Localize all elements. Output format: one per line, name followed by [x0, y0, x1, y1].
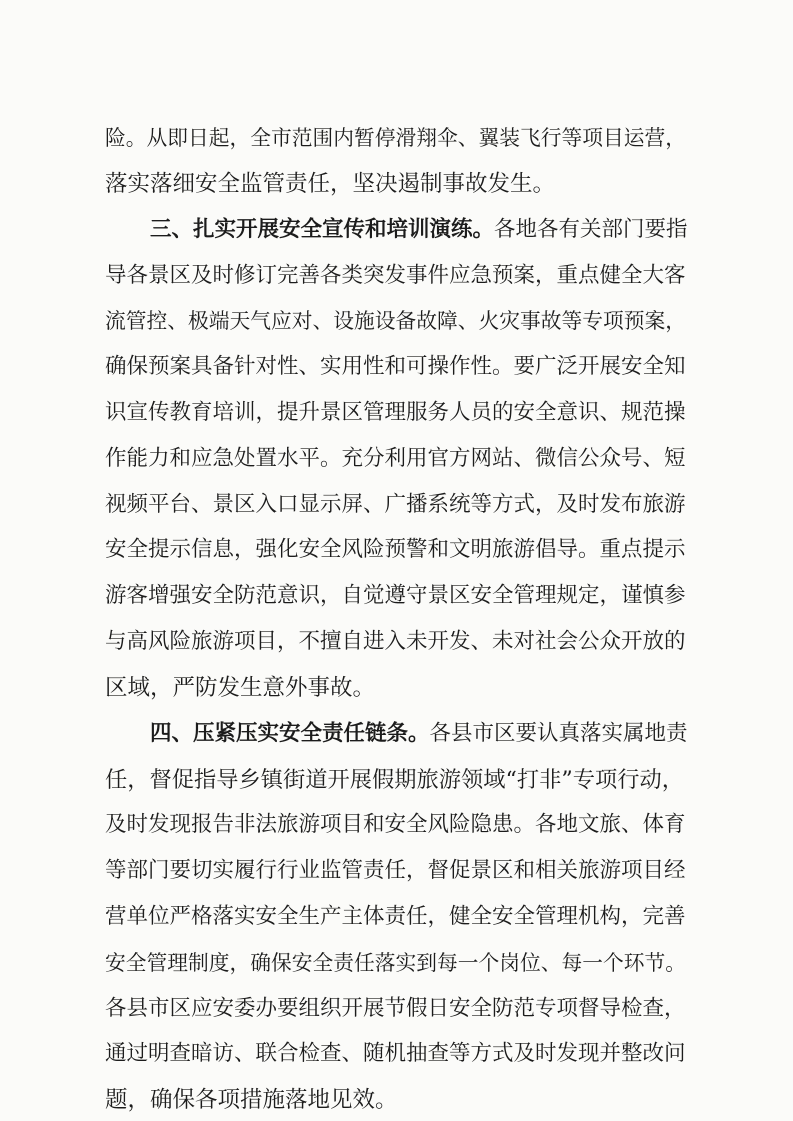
section-heading-3: 三、扎实开展安全宣传和培训演练。 [150, 217, 495, 242]
text-line [105, 439, 690, 479]
line-text: 作能力和应急处置水平。充分利用官方网站、微信公众号、短 [105, 446, 686, 471]
text-line [105, 805, 690, 845]
text-line [105, 989, 690, 1029]
line-text: 与高风险旅游项目，不擅自进入未开发、未对社会公众开放的 [105, 629, 686, 654]
line-text: 流管控、极端天气应对、设施设备故障、火灾事故等专项预案， [105, 309, 687, 333]
text-line [105, 576, 690, 616]
section-heading-line [150, 210, 690, 250]
line-text: 确保预案具备针对性、实用性和可操作性。要广泛开展安全知 [105, 354, 686, 379]
line-text: 等部门要切实履行行业监管责任，督促景区和相关旅游项目经 [105, 858, 686, 883]
text-line [105, 164, 690, 204]
text-line [105, 943, 690, 983]
text-line [105, 256, 690, 296]
text-line [105, 760, 690, 800]
line-text: 各县市区应安委办要组织开展节假日安全防范专项督导检查， [105, 996, 686, 1021]
text-line [105, 1034, 690, 1074]
line-text: 题，确保各项措施落地见效。 [105, 1087, 398, 1113]
line-text: 视频平台、景区入口显示屏、广播系统等方式，及时发布旅游 [105, 492, 686, 517]
line-text: 识宣传教育培训，提升景区管理服务人员的安全意识、规范操 [105, 400, 686, 425]
line-text: 游客增强安全防范意识，自觉遵守景区安全管理规定，谨慎参 [105, 583, 686, 608]
line-text: 落实落细安全监管责任，坚决遏制事故发生。 [105, 171, 556, 197]
line-text: 各地各有关部门要指 [494, 217, 688, 242]
line-text: 安全管理制度，确保安全责任落实到每一个岗位、每一个环节。 [105, 951, 687, 975]
section-heading-line [150, 714, 690, 754]
line-text: 各县市区要认真落实属地责 [429, 721, 688, 746]
text-line [105, 897, 690, 937]
text-line [105, 485, 690, 525]
line-text: 导各景区及时修订完善各类突发事件应急预案，重点健全大客 [105, 263, 686, 288]
line-text: 及时发现报告非法旅游项目和安全风险隐患。各地文旅、体育 [105, 812, 686, 837]
text-line [105, 118, 690, 158]
text-line [105, 851, 690, 891]
line-text: 安全提示信息，强化安全风险预警和文明旅游倡导。重点提示 [105, 537, 686, 562]
text-line [105, 668, 690, 708]
text-line [105, 393, 690, 433]
line-text: 营单位严格落实安全生产主体责任，健全安全管理机构，完善 [105, 904, 686, 929]
text-line [105, 622, 690, 662]
line-text: 区域，严防发生意外事故。 [105, 675, 376, 701]
text-line [105, 1080, 690, 1120]
line-text: 任，督促指导乡镇街道开展假期旅游领域“打非”专项行动， [105, 767, 684, 793]
text-line [105, 301, 690, 341]
line-text: 险。从即日起，全市范围内暂停滑翔伞、翼装飞行等项目运营， [105, 126, 687, 150]
text-line [105, 530, 690, 570]
line-text: 通过明查暗访、联合检查、随机抽查等方式及时发现并整改问 [105, 1041, 686, 1066]
text-line [105, 347, 690, 387]
section-heading-4: 四、压紧压实安全责任链条。 [150, 721, 430, 746]
